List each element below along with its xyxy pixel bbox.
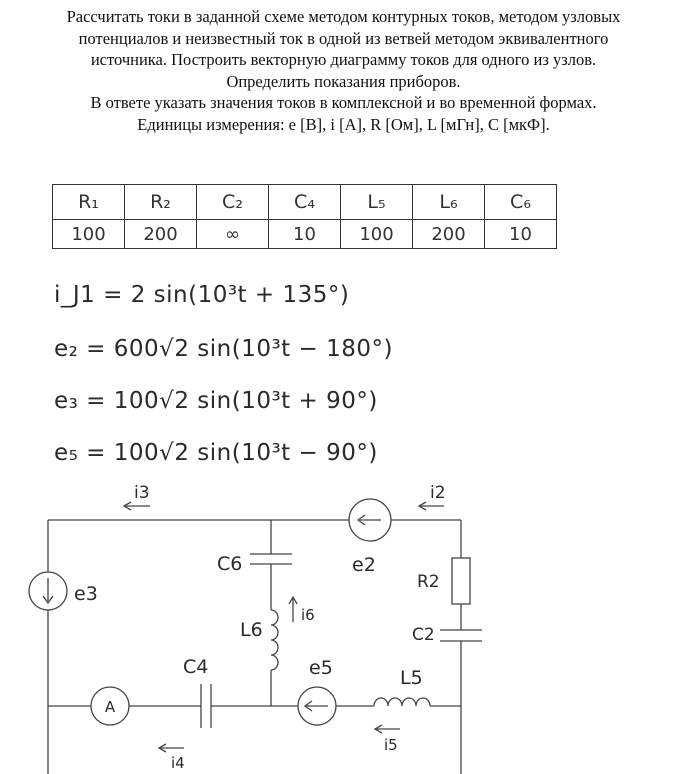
inductor-l6 [271,610,278,670]
header-cell: C₆ [485,185,557,220]
label-i3: i3 [134,483,150,503]
value-cell: ∞ [197,220,269,249]
task-line-5: В ответе указать значения токов в комплексной и во временной формах. [90,93,597,112]
header-cell: L₅ [341,185,413,220]
circuit-diagram [0,470,687,774]
task-line-1: Рассчитать токи в заданной схеме методом контурных токов, методом узловых [66,7,621,26]
task-text [0,6,687,135]
parameters-value-row [53,220,557,249]
header-cell: R₂ [125,185,197,220]
resistor-r2 [452,558,470,604]
task-units-line: Единицы измерения: e [В], i [А], R [Ом], L [мГн], C [мкФ]. [137,114,550,134]
task-line-3: источника. Построить векторную диаграмму токов для одного из узлов. [90,50,597,69]
value-cell: 200 [125,220,197,249]
label-i2: i2 [430,483,446,503]
label-e2: e2 [352,554,376,576]
label-i6: i6 [301,606,315,624]
equation-e5: e₅ = 100√2 sin(10³t − 90°) [54,440,378,466]
value-cell: 200 [413,220,485,249]
label-e5: e5 [309,657,333,679]
value-cell: 10 [485,220,557,249]
value-cell: 100 [53,220,125,249]
header-cell: C₂ [197,185,269,220]
header-cell: L₆ [413,185,485,220]
task-line-2: потенциалов и неизвестный ток в одной из ветвей методом эквивалентного [78,28,609,48]
inductor-l5 [374,698,430,706]
equation-iJ1: i_J1 = 2 sin(10³t + 135°) [54,282,350,308]
label-e3: e3 [74,583,98,605]
label-l6: L6 [240,619,263,641]
label-i5: i5 [384,736,398,754]
header-cell: R₁ [53,185,125,220]
label-c4: C4 [183,656,209,678]
task-line-4: Определить показания приборов. [226,71,461,91]
header-cell: C₄ [269,185,341,220]
value-cell: 10 [269,220,341,249]
equation-e3: e₃ = 100√2 sin(10³t + 90°) [54,388,378,414]
value-cell: 100 [341,220,413,249]
label-l5: L5 [400,667,423,689]
parameters-table [52,184,557,249]
label-i4: i4 [171,754,185,772]
equation-e2: e₂ = 600√2 sin(10³t − 180°) [54,336,393,362]
ammeter-label: A [104,698,116,716]
label-c2: C2 [412,625,435,645]
label-r2: R2 [417,572,440,592]
label-c6: C6 [217,553,243,575]
parameters-header-row [53,185,557,220]
